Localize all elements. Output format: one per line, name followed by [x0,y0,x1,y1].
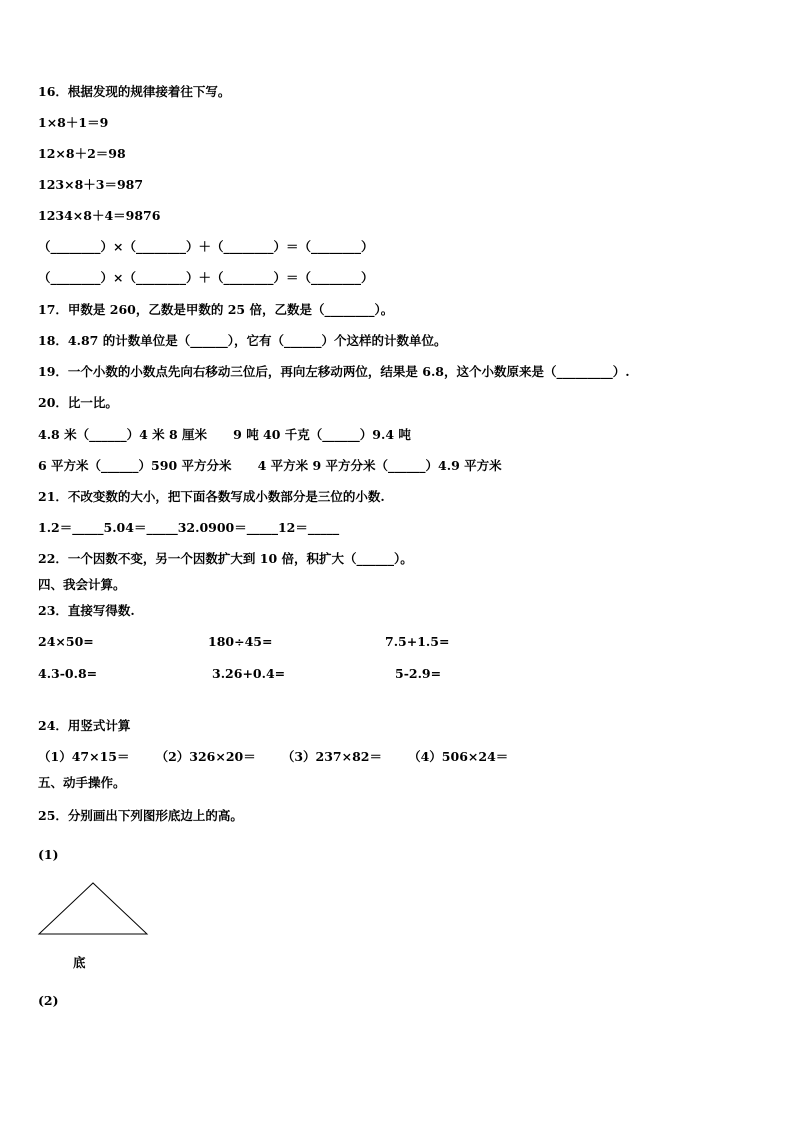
q16-title: 16．根据发现的规律接着往下写。 [38,84,231,99]
q16-line-3: 123×8＋3＝987 [38,177,144,192]
q21-line[interactable]: 1.2＝_____5.04＝_____32.0900＝_____12＝_____ [38,520,340,535]
triangle-figure[interactable] [37,880,151,936]
q23-r1-c3[interactable]: 7.5+1.5= [385,634,450,649]
triangle-shape[interactable] [39,883,147,934]
q22[interactable]: 22．一个因数不变，另一个因数扩大到 10 倍，积扩大（______）。 [38,551,413,566]
q17[interactable]: 17．甲数是 260，乙数是甲数的 25 倍，乙数是（________）。 [38,302,394,317]
q24-line[interactable]: （1）47×15＝ （2）326×20＝ （3）237×82＝ （4）506×24＝ [38,749,509,764]
q25-title: 25．分别画出下列图形底边上的高。 [38,808,243,823]
section-4-heading: 四、我会计算。 [38,577,126,592]
q16-line-2: 12×8＋2＝98 [38,146,126,161]
q18[interactable]: 18．4.87 的计数单位是（______），它有（______）个这样的计数单位。 [38,333,447,348]
q25-label-1: (1) [38,847,59,862]
q25-label-2: (2) [38,993,59,1008]
q16-blank-line-2[interactable]: （________）×（________）＋（________）＝（________） [38,270,374,285]
q20-line-2[interactable]: 6 平方米（______）590 平方分米 4 平方米 9 平方分米（______）4.9 平方米 [38,458,502,473]
q16-blank-line-1[interactable]: （________）×（________）＋（________）＝（________） [38,239,374,254]
q16-line-1: 1×8＋1＝9 [38,115,109,130]
q20-title: 20．比一比。 [38,395,118,410]
triangle-base-label: 底 [73,955,86,970]
q23-title: 23．直接写得数. [38,603,135,618]
q23-r2-c3[interactable]: 5-2.9= [395,666,442,681]
q23-r2-c1[interactable]: 4.3-0.8= [38,666,98,681]
q24-title: 24．用竖式计算 [38,718,131,733]
section-5-heading: 五、动手操作。 [38,775,126,790]
q19[interactable]: 19．一个小数的小数点先向右移动三位后，再向左移动两位，结果是 6.8，这个小数原来是（_________）. [38,364,630,379]
q23-r1-c1[interactable]: 24×50= [38,634,94,649]
q23-r2-c2[interactable]: 3.26+0.4= [212,666,286,681]
q23-r1-c2[interactable]: 180÷45= [208,634,273,649]
q21-title: 21．不改变数的大小，把下面各数写成小数部分是三位的小数. [38,489,385,504]
q20-line-1[interactable]: 4.8 米（______）4 米 8 厘米 9 吨 40 千克（______）9.4 吨 [38,427,411,442]
q16-line-4: 1234×8＋4＝9876 [38,208,161,223]
